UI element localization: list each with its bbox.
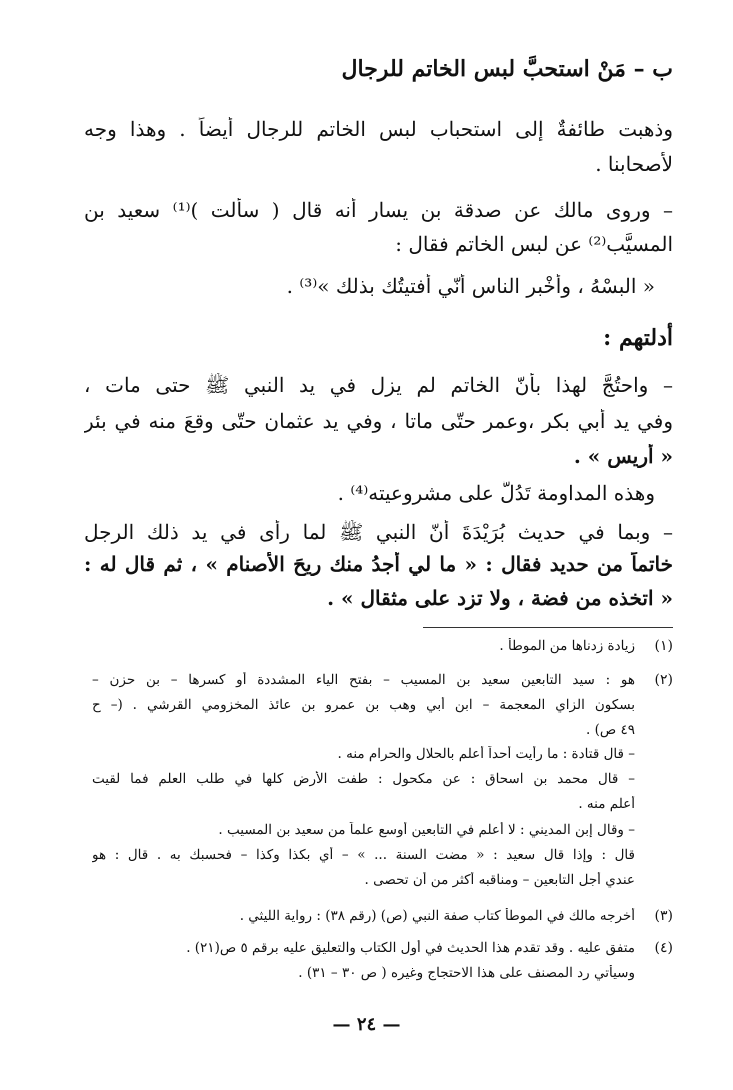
- section-heading: ب – مَنْ استحبَّ لبس الخاتم للرجال: [341, 56, 673, 82]
- subheading-evidence: أدلتهم :: [603, 325, 673, 351]
- paragraph-1-line-2: لأصحابنا .: [595, 152, 673, 176]
- footnote-2-line-6: أعلم منه .: [578, 796, 635, 812]
- footnote-4-number: (٤): [654, 940, 673, 956]
- paragraph-2-line-2: المسيَّب⁽²⁾ عن لبس الخاتم فقال :: [395, 232, 673, 256]
- paragraph-2-quote: « البسْهُ ، وأخْبر الناس أنّي أفتيتُك بذلك »⁽³⁾ .: [286, 274, 655, 298]
- paragraph-5-line-2: خاتماً من حديد فقال : « ما لي أجدُ منك ريحَ الأصنام » ، ثم قال له :: [84, 552, 673, 576]
- footnote-1-line-1: زيادة زدناها من الموطأ .: [499, 638, 635, 654]
- paragraph-1-line-1: وذهبت طائفةٌ إلى استحباب لبس الخاتم للرجال أيضاً . وهذا وجه: [84, 117, 673, 141]
- page-number: — ٢٤ —: [332, 1014, 401, 1035]
- footnote-2-line-8: قال : وإذا قال سعيد : « مضت السنة ... » – أي بكذا وكذا – فحسبك به . قال : هو: [92, 847, 635, 863]
- footnote-4-line-2: وسيأتي رد المصنف على هذا الاحتجاج وغيره ( ص ٣٠ – ٣١) .: [298, 965, 635, 981]
- footnote-separator: [423, 627, 673, 628]
- footnote-2-line-4: – قال قتادة : ما رأيت أحداً أعلم بالحلال والحرام منه .: [337, 746, 635, 762]
- footnote-4-line-1: متفق عليه . وقد تقدم هذا الحديث في أول الكتاب والتعليق عليه برقم ٥ ص(٢١) .: [186, 940, 635, 956]
- paragraph-3-line-1: – واحتُجَّ لهذا بأنّ الخاتم لم يزل في يد النبي ﷺ حتى مات ،: [84, 373, 673, 397]
- paragraph-3-line-2: وفي يد أبي بكر ،وعمر حتّى ماتا ، وفي يد عثمان حتّى وقعَ منه في بئر: [84, 409, 673, 433]
- footnote-3-number: (٣): [654, 908, 673, 924]
- footnote-3-line-1: أخرجه مالك في الموطأ كتاب صفة النبي (ص) (رقم ٣٨) : رواية الليثي .: [239, 908, 635, 924]
- footnote-2-line-9: عندي أجل التابعين – ومناقبه أكثر من أن تحصى .: [364, 872, 635, 888]
- paragraph-4: وهذه المداومة تَدُلُّ على مشروعيته⁽⁴⁾ .: [337, 481, 655, 505]
- footnote-2-line-2: بسكون الزاي المعجمة – ابن أبي وهب بن عمرو بن عائذ المخزومي القرشي . (– ح: [92, 697, 635, 713]
- paragraph-5-line-3: « اتخذه من فضة ، ولا تزد على مثقال » .: [327, 586, 673, 610]
- paragraph-5-line-1: – وبما في حديث بُرَيْدَةَ أنّ النبي ﷺ لما رأى في يد ذلك الرجل: [84, 520, 673, 544]
- footnote-2-line-5: – قال محمد بن اسحاق : عن مكحول : طفت الأرض كلها في طلب العلم فما لقيت: [92, 771, 635, 787]
- footnote-2-line-7: – وقال إبن المديني : لا أعلم في التابعين أوسع علماً من سعيد بن المسيب .: [218, 822, 635, 838]
- footnote-2-number: (٢): [654, 672, 673, 688]
- paragraph-2-line-1: – وروى مالك عن صدقة بن يسار أنه قال ( سألت )⁽¹⁾ سعيد بن: [84, 198, 673, 222]
- paragraph-3-line-3: « أريس » .: [573, 444, 673, 468]
- footnote-2-line-3: ٤٩ ص) .: [586, 722, 635, 738]
- footnote-2-line-1: هو : سيد التابعين سعيد بن المسيب – بفتح الياء المشددة أو كسرها – بن حزن –: [92, 672, 635, 688]
- footnote-1-number: (١): [654, 638, 673, 654]
